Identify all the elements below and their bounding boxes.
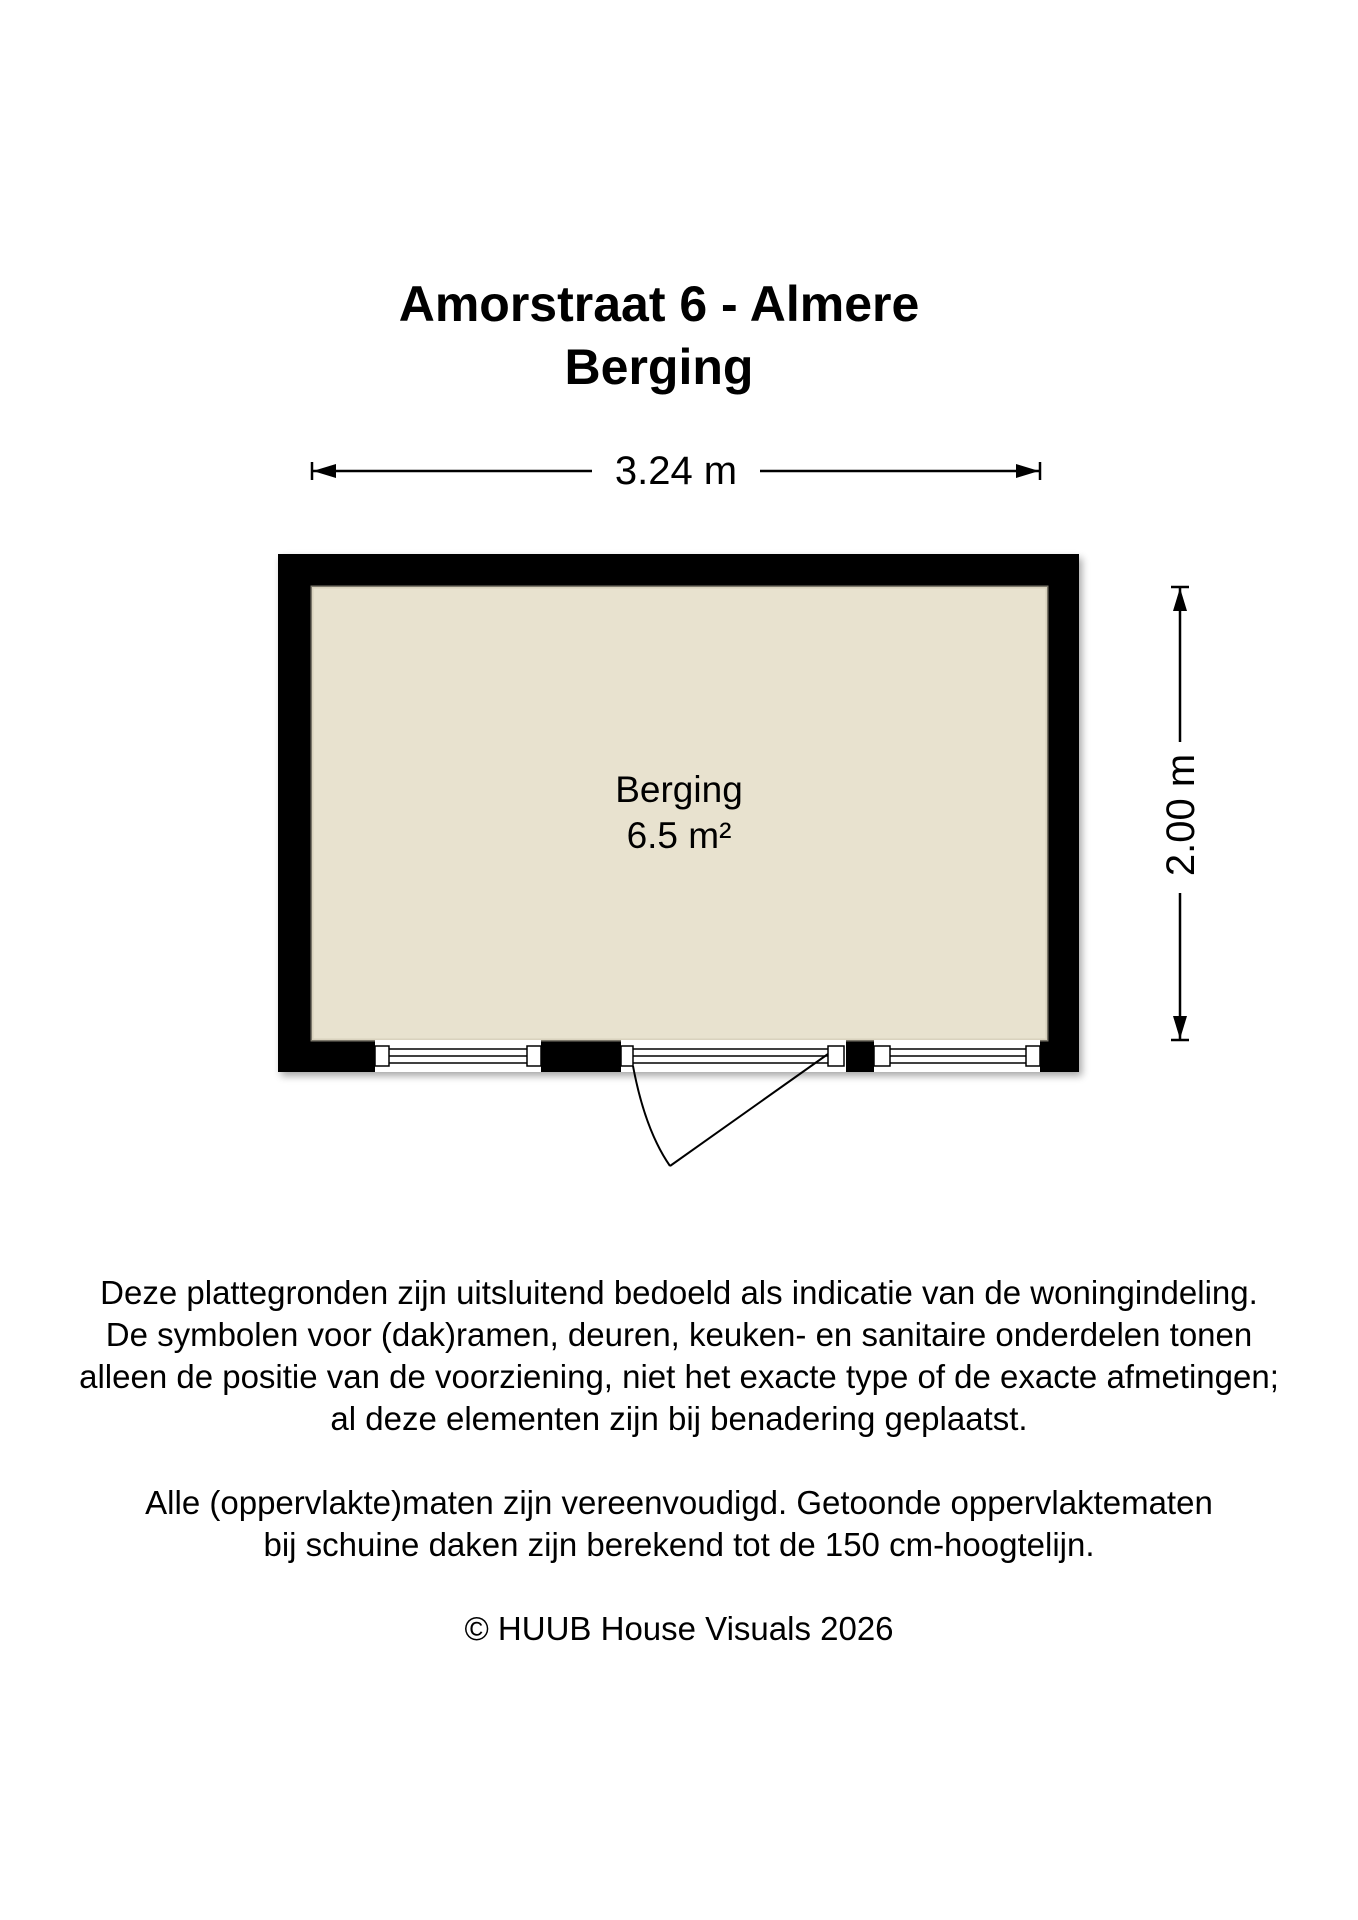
width-dimension <box>312 449 1040 493</box>
disclaimer-paragraph-1 <box>0 1272 1358 1440</box>
arrow-up-icon <box>1173 588 1187 611</box>
room-floor <box>312 587 1047 1040</box>
width-label: 3.24 m <box>614 449 738 493</box>
window-left <box>375 1040 541 1072</box>
arrow-left-icon <box>313 464 336 478</box>
disclaimer-line: Alle (oppervlakte)maten zijn vereenvoudigd. Getoonde oppervlaktematen <box>145 1484 1213 1521</box>
height-label: 2.00 m <box>1159 753 1203 877</box>
disclaimer-line: al deze elementen zijn bij benadering geplaatst. <box>330 1400 1028 1437</box>
window-right <box>874 1040 1040 1072</box>
copyright-text: © HUUB House Visuals 2026 <box>464 1610 894 1647</box>
door-opening <box>621 1040 846 1072</box>
plan-subtitle: Berging <box>564 339 754 395</box>
disclaimer-paragraph-2 <box>0 1482 1358 1566</box>
plan-title: Amorstraat 6 - Almere <box>398 276 920 332</box>
room-area: 6.5 m² <box>626 815 732 856</box>
disclaimer-line: bij schuine daken zijn berekend tot de 150 cm-hoogtelijn. <box>263 1526 1095 1563</box>
room-name: Berging <box>615 769 743 810</box>
disclaimer-line: Deze plattegronden zijn uitsluitend bedoeld als indicatie van de woningindeling. <box>100 1274 1258 1311</box>
disclaimer-line: De symbolen voor (dak)ramen, deuren, keuken- en sanitaire onderdelen tonen <box>105 1316 1253 1353</box>
disclaimer-line: alleen de positie van de voorziening, niet het exacte type of de exacte afmetingen; <box>79 1358 1279 1395</box>
arrow-down-icon <box>1173 1016 1187 1039</box>
bottom-wall-openings <box>375 1040 1040 1166</box>
arrow-right-icon <box>1016 464 1039 478</box>
copyright <box>0 1608 1358 1650</box>
height-dimension <box>1159 587 1203 1040</box>
